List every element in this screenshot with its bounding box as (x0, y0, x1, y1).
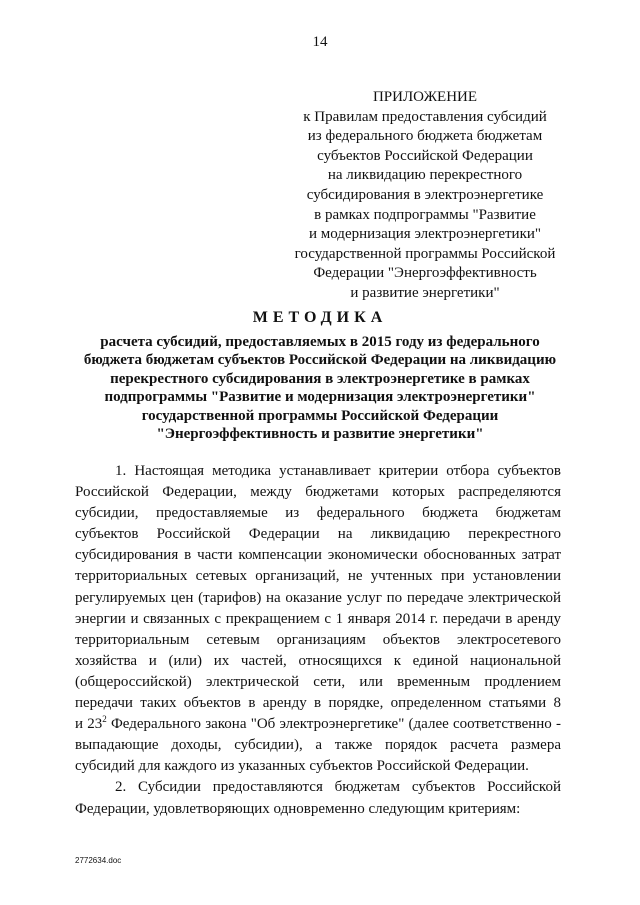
superscript-line-before: и 23 (75, 716, 103, 733)
paragraph-2 (75, 777, 561, 819)
page-number: 14 (312, 34, 328, 50)
paragraph-line-with-superscript (75, 714, 561, 735)
document-title: МЕТОДИКА (252, 309, 388, 326)
paragraph-line: территориальным сетевым организациям объектов электросетевого (75, 631, 561, 648)
paragraph-line: хозяйства и (или) их частей, относящихся к единой национальной (75, 652, 561, 669)
subtitle-line: "Энергоэффективность и развитие энергетики" (156, 426, 484, 443)
paragraph-line: 1. Настоящая методика устанавливает критерии отбора субъектов (115, 463, 561, 479)
paragraph-line: 2. Субсидии предоставляются бюджетам субъектов Российской (115, 779, 561, 796)
appendix-line: на ликвидацию перекрестного (327, 167, 523, 184)
document-body (75, 461, 561, 820)
subtitle-line: бюджета бюджетам субъектов Российской Федерации на ликвидацию (83, 352, 557, 369)
appendix-line: к Правилам предоставления субсидий (303, 108, 547, 125)
paragraph-line: выпадающие доходы, субсидии), а также порядок расчета размера (75, 737, 561, 754)
file-name-footer: 2772634.doc (75, 856, 122, 865)
document-subtitle (60, 333, 580, 443)
appendix-line: государственной программы Российской (294, 245, 556, 262)
appendix-line: и развитие энергетики" (350, 284, 500, 301)
appendix-line: и модернизация электроэнергетики" (308, 226, 542, 243)
paragraph-line: субсидии, предоставляемые из федерального бюджета бюджетам (75, 505, 561, 522)
appendix-line: ПРИЛОЖЕНИЕ (372, 89, 478, 105)
paragraph-line: регулируемых цен (тарифов) на оказание услуг по передаче электрической (75, 589, 561, 606)
paragraph-line: субъектов Российской Федерации на ликвидацию перекрестного (75, 526, 561, 543)
appendix-line: Федерации "Энергоэффективность (313, 265, 537, 282)
paragraph-line: субсидирования в части компенсации экономически обоснованных затрат (75, 547, 561, 564)
appendix-line: из федерального бюджета бюджетам (307, 128, 543, 145)
superscript: 2 (102, 714, 107, 725)
appendix-line: субсидирования в электроэнергетике (306, 186, 544, 203)
paragraph-line: энергии и связанных с прекращением с 1 января 2014 г. передачи в аренду (75, 610, 561, 627)
subtitle-line: государственной программы Российской Федерации (141, 407, 499, 424)
paragraph-line: Федерации, удовлетворяющих одновременно следующим критериям: (75, 800, 521, 817)
paragraph-1 (75, 461, 561, 777)
paragraph-line: территориальных сетевых организаций, не учтенных при установлении (75, 568, 561, 585)
paragraph-line: (общероссийской) электрической сети, или временным продлением (75, 673, 561, 690)
appendix-header (270, 88, 580, 304)
subtitle-line: перекрестного субсидирования в электроэнергетике в рамках (110, 370, 530, 387)
subtitle-line: расчета субсидий, предоставляемых в 2015 году из федерального (100, 334, 540, 350)
appendix-line: в рамках подпрограммы "Развитие (314, 206, 536, 223)
subtitle-line: подпрограммы "Развитие и модернизация электроэнергетики" (104, 389, 536, 406)
superscript-line-after: Федерального закона "Об электроэнергетике" (далее соответственно - (106, 716, 562, 733)
appendix-line: субъектов Российской Федерации (317, 147, 533, 164)
paragraph-line: Российской Федерации, между бюджетами которых распределяются (75, 484, 561, 501)
paragraph-line: передачи таких объектов в аренду в порядке, определенном статьями 8 (75, 695, 561, 712)
paragraph-line: субсидий для каждого из указанных субъектов Российской Федерации. (75, 758, 529, 775)
